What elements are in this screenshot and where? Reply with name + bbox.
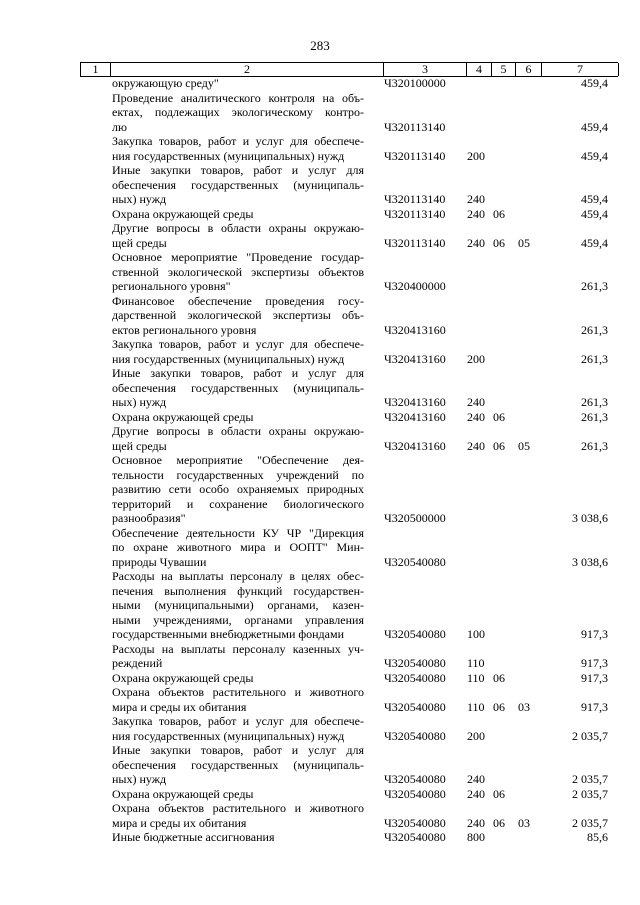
amount: 459,4 (581, 119, 608, 134)
amount: 261,3 (581, 409, 608, 424)
description-line: ния государственных (муниципальных) нужд (112, 351, 345, 366)
row-description (112, 801, 364, 830)
row-description (112, 671, 364, 686)
description-line: Обеспечение деятельности КУ ЧР "Дирекция (112, 525, 364, 540)
expense-type: 240 (467, 772, 485, 786)
target-code: Ч320413160 (384, 438, 446, 453)
table-row (80, 250, 618, 294)
target-code: Ч320540080 (384, 554, 446, 569)
table-row (80, 714, 618, 743)
target-code: Ч320540080 (384, 627, 446, 641)
column-header-4: 4 (466, 63, 491, 76)
expense-type: 240 (467, 815, 485, 830)
expense-type: 800 (467, 830, 485, 844)
description-line: Иные закупки товаров, работ и услуг для (112, 163, 364, 177)
description-line: развитию сети особо охраняемых природных (112, 482, 364, 496)
amount: 261,3 (581, 395, 608, 409)
description-line: Расходы на выплаты персоналу в целях обес- (112, 569, 364, 583)
table-row (80, 207, 618, 222)
row-description (112, 163, 364, 207)
expense-type: 200 (467, 148, 485, 163)
row-description (112, 830, 364, 845)
description-line: обеспечения государственных (муниципаль- (112, 177, 364, 192)
expense-type: 100 (467, 627, 485, 641)
target-code: Ч320540080 (384, 815, 446, 830)
expense-type: 240 (467, 192, 485, 206)
target-code: Ч320413160 (384, 322, 446, 337)
target-code: Ч320113140 (384, 192, 446, 206)
row-description (112, 787, 364, 802)
description-line: обеспечения государственных (муниципаль- (112, 757, 364, 772)
target-code: Ч320500000 (384, 511, 446, 525)
description-line: лю (112, 119, 127, 134)
amount: 85,6 (587, 830, 608, 844)
description-line: Иные закупки товаров, работ и услуг для (112, 743, 364, 757)
row-description (112, 526, 364, 570)
description-line: дарственной экологической экспертизы объ- (112, 308, 364, 322)
description-line: мира и среды их обитания (112, 699, 247, 714)
table-header (80, 62, 618, 77)
amount: 917,3 (581, 656, 608, 670)
table-row (80, 526, 618, 570)
description-line: тельности государственных учреждений по (112, 467, 364, 482)
description-line: Охрана окружающей среды (112, 206, 254, 221)
target-code: Ч320400000 (384, 279, 446, 293)
amount: 917,3 (581, 699, 608, 714)
description-line: ственной экологической экспертизы объектов (112, 264, 364, 279)
page-number: 283 (310, 38, 330, 53)
table-row (80, 801, 618, 830)
row-description (112, 134, 364, 163)
table-row (80, 163, 618, 207)
expense-type: 110 (467, 656, 485, 670)
column-header-6: 6 (515, 63, 541, 76)
row-description (112, 250, 364, 294)
section: 06 (493, 815, 505, 830)
description-line: ния государственных (муниципальных) нужд (112, 728, 345, 743)
target-code: Ч320113140 (384, 235, 446, 250)
amount: 261,3 (581, 351, 608, 366)
target-code: Ч320413160 (384, 395, 446, 409)
row-description (112, 91, 364, 135)
column-header-5: 5 (491, 63, 515, 76)
target-code: Ч320540080 (384, 830, 446, 844)
description-line: Закупка товаров, работ и услуг для обеспече- (112, 337, 364, 351)
table-row (80, 410, 618, 425)
section: 06 (493, 438, 505, 453)
description-line: обеспечения государственных (муниципаль- (112, 380, 364, 395)
target-code: Ч320540080 (384, 728, 446, 743)
description-line: Проведение аналитического контроля на объ- (112, 90, 364, 105)
expense-type: 240 (467, 786, 485, 801)
description-line: ных) нужд (112, 772, 167, 786)
target-code: Ч320540080 (384, 699, 446, 714)
table-row (80, 337, 618, 366)
description-line: Иные бюджетные ассигнования (112, 830, 275, 844)
amount: 459,4 (581, 76, 608, 90)
expense-type: 110 (467, 699, 485, 714)
target-code: Ч320540080 (384, 786, 446, 801)
target-code: Ч320113140 (384, 119, 446, 134)
description-line: Другие вопросы в области охраны окружаю- (112, 221, 364, 235)
target-code: Ч320540080 (384, 772, 446, 786)
row-description (112, 424, 364, 453)
amount: 2 035,7 (572, 728, 608, 743)
row-description (112, 743, 364, 787)
description-line: реждений (112, 656, 163, 670)
table-row (80, 685, 618, 714)
section: 06 (493, 670, 505, 685)
row-description (112, 642, 364, 671)
description-line: ными учреждениями, органами управления (112, 612, 364, 627)
table-row (80, 221, 618, 250)
description-line: Расходы на выплаты персоналу казенных уч- (112, 641, 364, 656)
description-line: Финансовое обеспечение проведения госу- (112, 293, 364, 308)
section: 06 (493, 786, 505, 801)
amount: 459,4 (581, 206, 608, 221)
row-description (112, 569, 364, 642)
subsection: 05 (518, 438, 530, 453)
amount: 261,3 (581, 322, 608, 337)
description-line: Иные закупки товаров, работ и услуг для (112, 366, 364, 380)
description-line: печения выполнения функций государствен- (112, 583, 364, 598)
table-row (80, 453, 618, 526)
row-description (112, 366, 364, 410)
target-code: Ч320113140 (384, 206, 446, 221)
amount: 459,4 (581, 192, 608, 206)
description-line: Закупка товаров, работ и услуг для обеспече- (112, 134, 364, 148)
row-description (112, 453, 364, 526)
target-code: Ч320413160 (384, 351, 446, 366)
description-line: территорий и сохранение биологического (112, 496, 364, 511)
description-line: Охрана объектов растительного и животного (112, 685, 364, 699)
description-line: Закупка товаров, работ и услуг для обеспече- (112, 714, 364, 728)
table-row (80, 76, 618, 91)
description-line: Охрана окружающей среды (112, 670, 254, 685)
row-description (112, 337, 364, 366)
row-description (112, 714, 364, 743)
description-line: по охране животного мира и ООПТ" Мин- (112, 540, 364, 554)
description-line: щей среды (112, 235, 167, 250)
description-line: Другие вопросы в области охраны окружаю- (112, 424, 364, 438)
description-line: ектах, подлежащих экологическому контро- (112, 105, 364, 119)
description-line: ектов регионального уровня (112, 322, 257, 337)
section: 06 (493, 206, 505, 221)
column-header-3: 3 (383, 63, 466, 76)
table-row (80, 642, 618, 671)
target-code: Ч320113140 (384, 148, 446, 163)
table-row (80, 830, 618, 845)
description-line: ными (муниципальными) органами, казен- (112, 598, 364, 612)
table-body (80, 76, 618, 845)
row-description (112, 294, 364, 338)
row-description (112, 221, 364, 250)
description-line: мира и среды их обитания (112, 815, 247, 830)
expense-type: 200 (467, 351, 485, 366)
expense-type: 200 (467, 728, 485, 743)
section: 06 (493, 235, 505, 250)
expense-type: 240 (467, 395, 485, 409)
section: 06 (493, 409, 505, 424)
amount: 2 035,7 (572, 786, 608, 801)
table-row (80, 366, 618, 410)
column-header-2: 2 (110, 63, 383, 76)
description-line: ния государственных (муниципальных) нужд (112, 148, 345, 163)
description-line: природы Чувашии (112, 554, 207, 569)
row-description (112, 685, 364, 714)
row-description (112, 76, 364, 91)
target-code: Ч320540080 (384, 656, 446, 670)
target-code: Ч320413160 (384, 409, 446, 424)
table-row (80, 424, 618, 453)
row-description (112, 410, 364, 425)
description-line: Основное мероприятие "Проведение государ- (112, 250, 364, 264)
amount: 2 035,7 (572, 815, 608, 830)
description-line: щей среды (112, 438, 167, 453)
subsection: 03 (518, 699, 530, 714)
amount: 459,4 (581, 235, 608, 250)
table-row (80, 91, 618, 135)
expense-type: 110 (467, 670, 485, 685)
description-line: государственными внебюджетными фондами (112, 627, 345, 641)
column-header-7: 7 (541, 63, 619, 76)
description-line: окружающую среду" (112, 76, 219, 90)
table-row (80, 787, 618, 802)
description-line: Основное мероприятие "Обеспечение дея- (112, 453, 364, 467)
column-header-1: 1 (80, 63, 110, 76)
row-description (112, 207, 364, 222)
description-line: разнообразия" (112, 511, 186, 525)
target-code: Ч320540080 (384, 670, 446, 685)
table-row (80, 743, 618, 787)
amount: 917,3 (581, 627, 608, 641)
expense-type: 240 (467, 235, 485, 250)
description-line: Охрана объектов растительного и животного (112, 801, 364, 815)
expense-type: 240 (467, 206, 485, 221)
amount: 459,4 (581, 148, 608, 163)
target-code: Ч320100000 (384, 76, 446, 90)
description-line: регионального уровня" (112, 279, 231, 293)
amount: 3 038,6 (572, 511, 608, 525)
description-line: ных) нужд (112, 395, 167, 409)
table-row (80, 671, 618, 686)
expense-type: 240 (467, 409, 485, 424)
amount: 261,3 (581, 279, 608, 293)
amount: 3 038,6 (572, 554, 608, 569)
table-row (80, 569, 618, 642)
amount: 2 035,7 (572, 772, 608, 786)
expense-type: 240 (467, 438, 485, 453)
amount: 917,3 (581, 670, 608, 685)
subsection: 03 (518, 815, 530, 830)
table-row (80, 294, 618, 338)
description-line: Охрана окружающей среды (112, 786, 254, 801)
table-row (80, 134, 618, 163)
description-line: ных) нужд (112, 192, 167, 206)
section: 06 (493, 699, 505, 714)
amount: 261,3 (581, 438, 608, 453)
subsection: 05 (518, 235, 530, 250)
description-line: Охрана окружающей среды (112, 409, 254, 424)
